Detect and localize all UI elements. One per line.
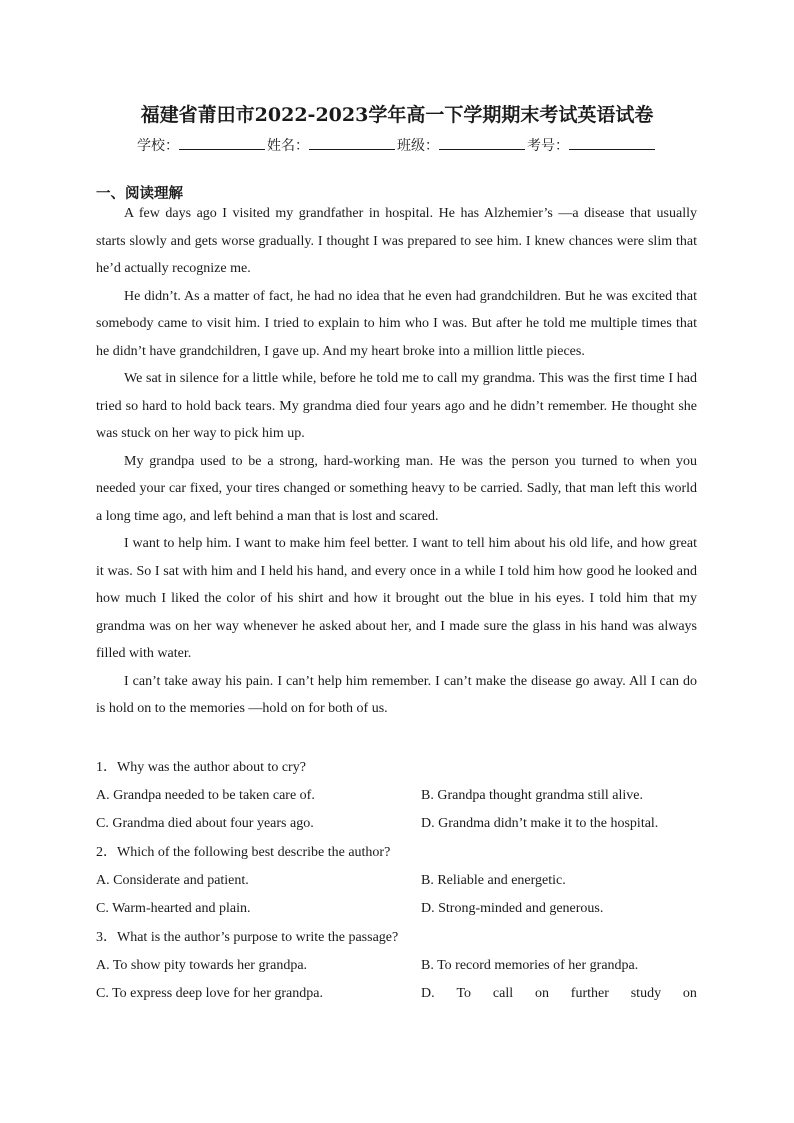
question-stem: 3．What is the author’s purpose to write the passage? — [96, 930, 399, 945]
question-list — [96, 753, 697, 1008]
section-heading: 一、阅读理解 — [96, 186, 183, 202]
paragraph: My grandpa used to be a strong, hard-working man. He was the person you turned to when you needed your car fixed, your tires changed or something heavy to be carried. Sadly, that man left this world a long time ago, and left behind a man that is lost and scared. — [96, 453, 697, 524]
option-d[interactable] — [421, 980, 697, 1008]
option-b[interactable]: B. Grandpa thought grandma still alive. — [421, 788, 644, 803]
option-c[interactable]: C. Warm-hearted and plain. — [96, 901, 251, 916]
option-word: on — [682, 986, 697, 1001]
option-word: call — [492, 986, 514, 1001]
option-b[interactable]: B. To record memories of her grandpa. — [421, 958, 639, 973]
option-d[interactable]: D. Grandma didn’t make it to the hospital. — [421, 816, 659, 831]
school-blank[interactable] — [179, 137, 265, 150]
option-a[interactable]: A. Considerate and patient. — [96, 873, 249, 888]
option-row — [96, 895, 697, 923]
paragraph: We sat in silence for a little while, before he told me to call my grandma. This was the first time I had tried so hard to hold back tears. My grandma died four years ago and he didn’t remember. He thought she was stuck on her way to pick him up. — [96, 371, 697, 441]
option-d[interactable]: D. Strong-minded and generous. — [421, 901, 604, 916]
option-word: D. — [421, 986, 435, 1001]
option-c[interactable]: C. To express deep love for her grandpa. — [96, 986, 323, 1001]
exam-title: 福建省莆田市2022-2023学年高一下学期期末考试英语试卷 — [140, 104, 654, 126]
option-a[interactable]: A. To show pity towards her grandpa. — [96, 958, 308, 973]
option-row — [96, 980, 697, 1008]
option-word: on — [534, 986, 549, 1001]
paragraph: I want to help him. I want to make him feel better. I want to tell him about his old life, and how great it was. So I sat with him and I held his hand, and every once in a while I told him how good he looked and how much I liked the color of his shirt and how it brought out the blue in his eyes. I told him that my grandma was on her way whenever he asked about her, and I made sure the glass in his hand was always filled with water. — [96, 536, 697, 661]
question-stem: 1．Why was the author about to cry? — [96, 760, 306, 775]
option-c[interactable]: C. Grandma died about four years ago. — [96, 816, 314, 831]
student-info-line — [0, 135, 794, 155]
name-label: 姓名： — [267, 138, 309, 154]
paragraph: He didn’t. As a matter of fact, he had no idea that he even had grandchildren. But he was excited that somebody came to visit him. I tried to explain to him who I was. But after he told me multiple times that he didn’t have grandchildren, I gave up. And my heart broke into a million little pieces. — [96, 288, 697, 359]
question-stem: 2．Which of the following best describe the author? — [96, 845, 391, 860]
option-row — [96, 782, 697, 810]
name-blank[interactable] — [309, 137, 395, 150]
option-word: further — [570, 986, 609, 1001]
class-label: 班级： — [397, 138, 439, 154]
paragraph: I can’t take away his pain. I can’t help him remember. I can’t make the disease go away. All I can do is hold on to the memories —hold on for both of us. — [96, 673, 697, 716]
option-a[interactable]: A. Grandpa needed to be taken care of. — [96, 788, 315, 803]
option-row — [96, 867, 697, 895]
class-blank[interactable] — [439, 137, 525, 150]
option-row — [96, 810, 697, 838]
paragraph: A few days ago I visited my grandfather in hospital. He has Alzhemier’s —a disease that usually starts slowly and gets worse gradually. I thought I was prepared to see him. I knew chances were slim that he’d actually recognize me. — [96, 206, 697, 276]
option-row — [96, 952, 697, 980]
option-word: To — [456, 986, 472, 1001]
option-word: study — [630, 986, 662, 1001]
reading-passage — [96, 200, 697, 723]
exam-no-label: 考号： — [527, 138, 569, 154]
exam-no-blank[interactable] — [569, 137, 655, 150]
option-b[interactable]: B. Reliable and energetic. — [421, 873, 566, 888]
school-label: 学校： — [137, 138, 179, 154]
